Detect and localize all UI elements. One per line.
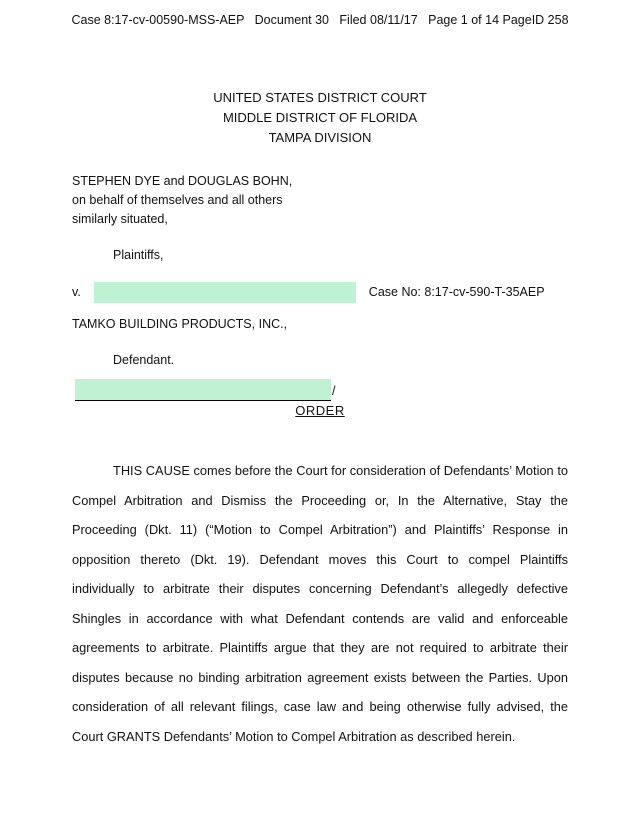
green-highlight-underline-redaction (75, 379, 331, 401)
order-heading-text: ORDER (295, 403, 345, 418)
case-number: Case No: 8:17-cv-590-T-35AEP (368, 285, 545, 299)
defendant-name-line: TAMKO BUILDING PRODUCTS, INC., (72, 317, 288, 331)
caption-closing-slash: / (332, 384, 336, 398)
court-district: MIDDLE DISTRICT OF FLORIDA (222, 110, 418, 125)
order-body-paragraph: THIS CAUSE comes before the Court for consideration of Defendants’ Motion to Compel Arbitration and Dismiss the Proceeding or, In the Alternative, Stay the Proceeding (Dkt. 11) (“Motion to Compel Arbitration”) and Plaintiffs’ Response in opposition thereto (Dkt. 19). Defendant moves this Court to compel Plaintiffs individually to arbitrate their disputes concerning Defendant’s allegedly defective Shingles in accordance with what Defendant contends are valid and enforceable agreements to arbitrate. Plaintiffs argue that they are not required to arbitrate their disputes because no binding arbitration agreement exists between the Parties. Upon consideration of all relevant filings, case law and being otherwise fully advised, the Court GRANTS Defendants’ Motion to Compel Arbitration as described herein. (72, 463, 568, 744)
versus-label: v. (72, 285, 81, 299)
case-caption (72, 172, 572, 401)
green-highlight-redaction (94, 282, 356, 303)
plaintiff-situated-line: similarly situated, (72, 212, 168, 226)
case-header-line: Case 8:17-cv-00590-MSS-AEP Document 30 Filed 08/11/17 Page 1 of 14 PageID 258 (71, 13, 569, 27)
plaintiff-name-line: STEPHEN DYE and DOUGLAS BOHN, (72, 174, 293, 188)
defendant-label: Defendant. (113, 353, 175, 367)
court-title-block (0, 88, 640, 148)
court-division: TAMPA DIVISION (268, 130, 372, 145)
caption-closing-line-row (72, 379, 572, 401)
versus-row (72, 282, 572, 303)
court-name: UNITED STATES DISTRICT COURT (213, 90, 427, 105)
plaintiff-class-line: on behalf of themselves and all others (72, 193, 283, 207)
plaintiffs-label: Plaintiffs, (113, 248, 164, 262)
order-heading (0, 403, 640, 418)
